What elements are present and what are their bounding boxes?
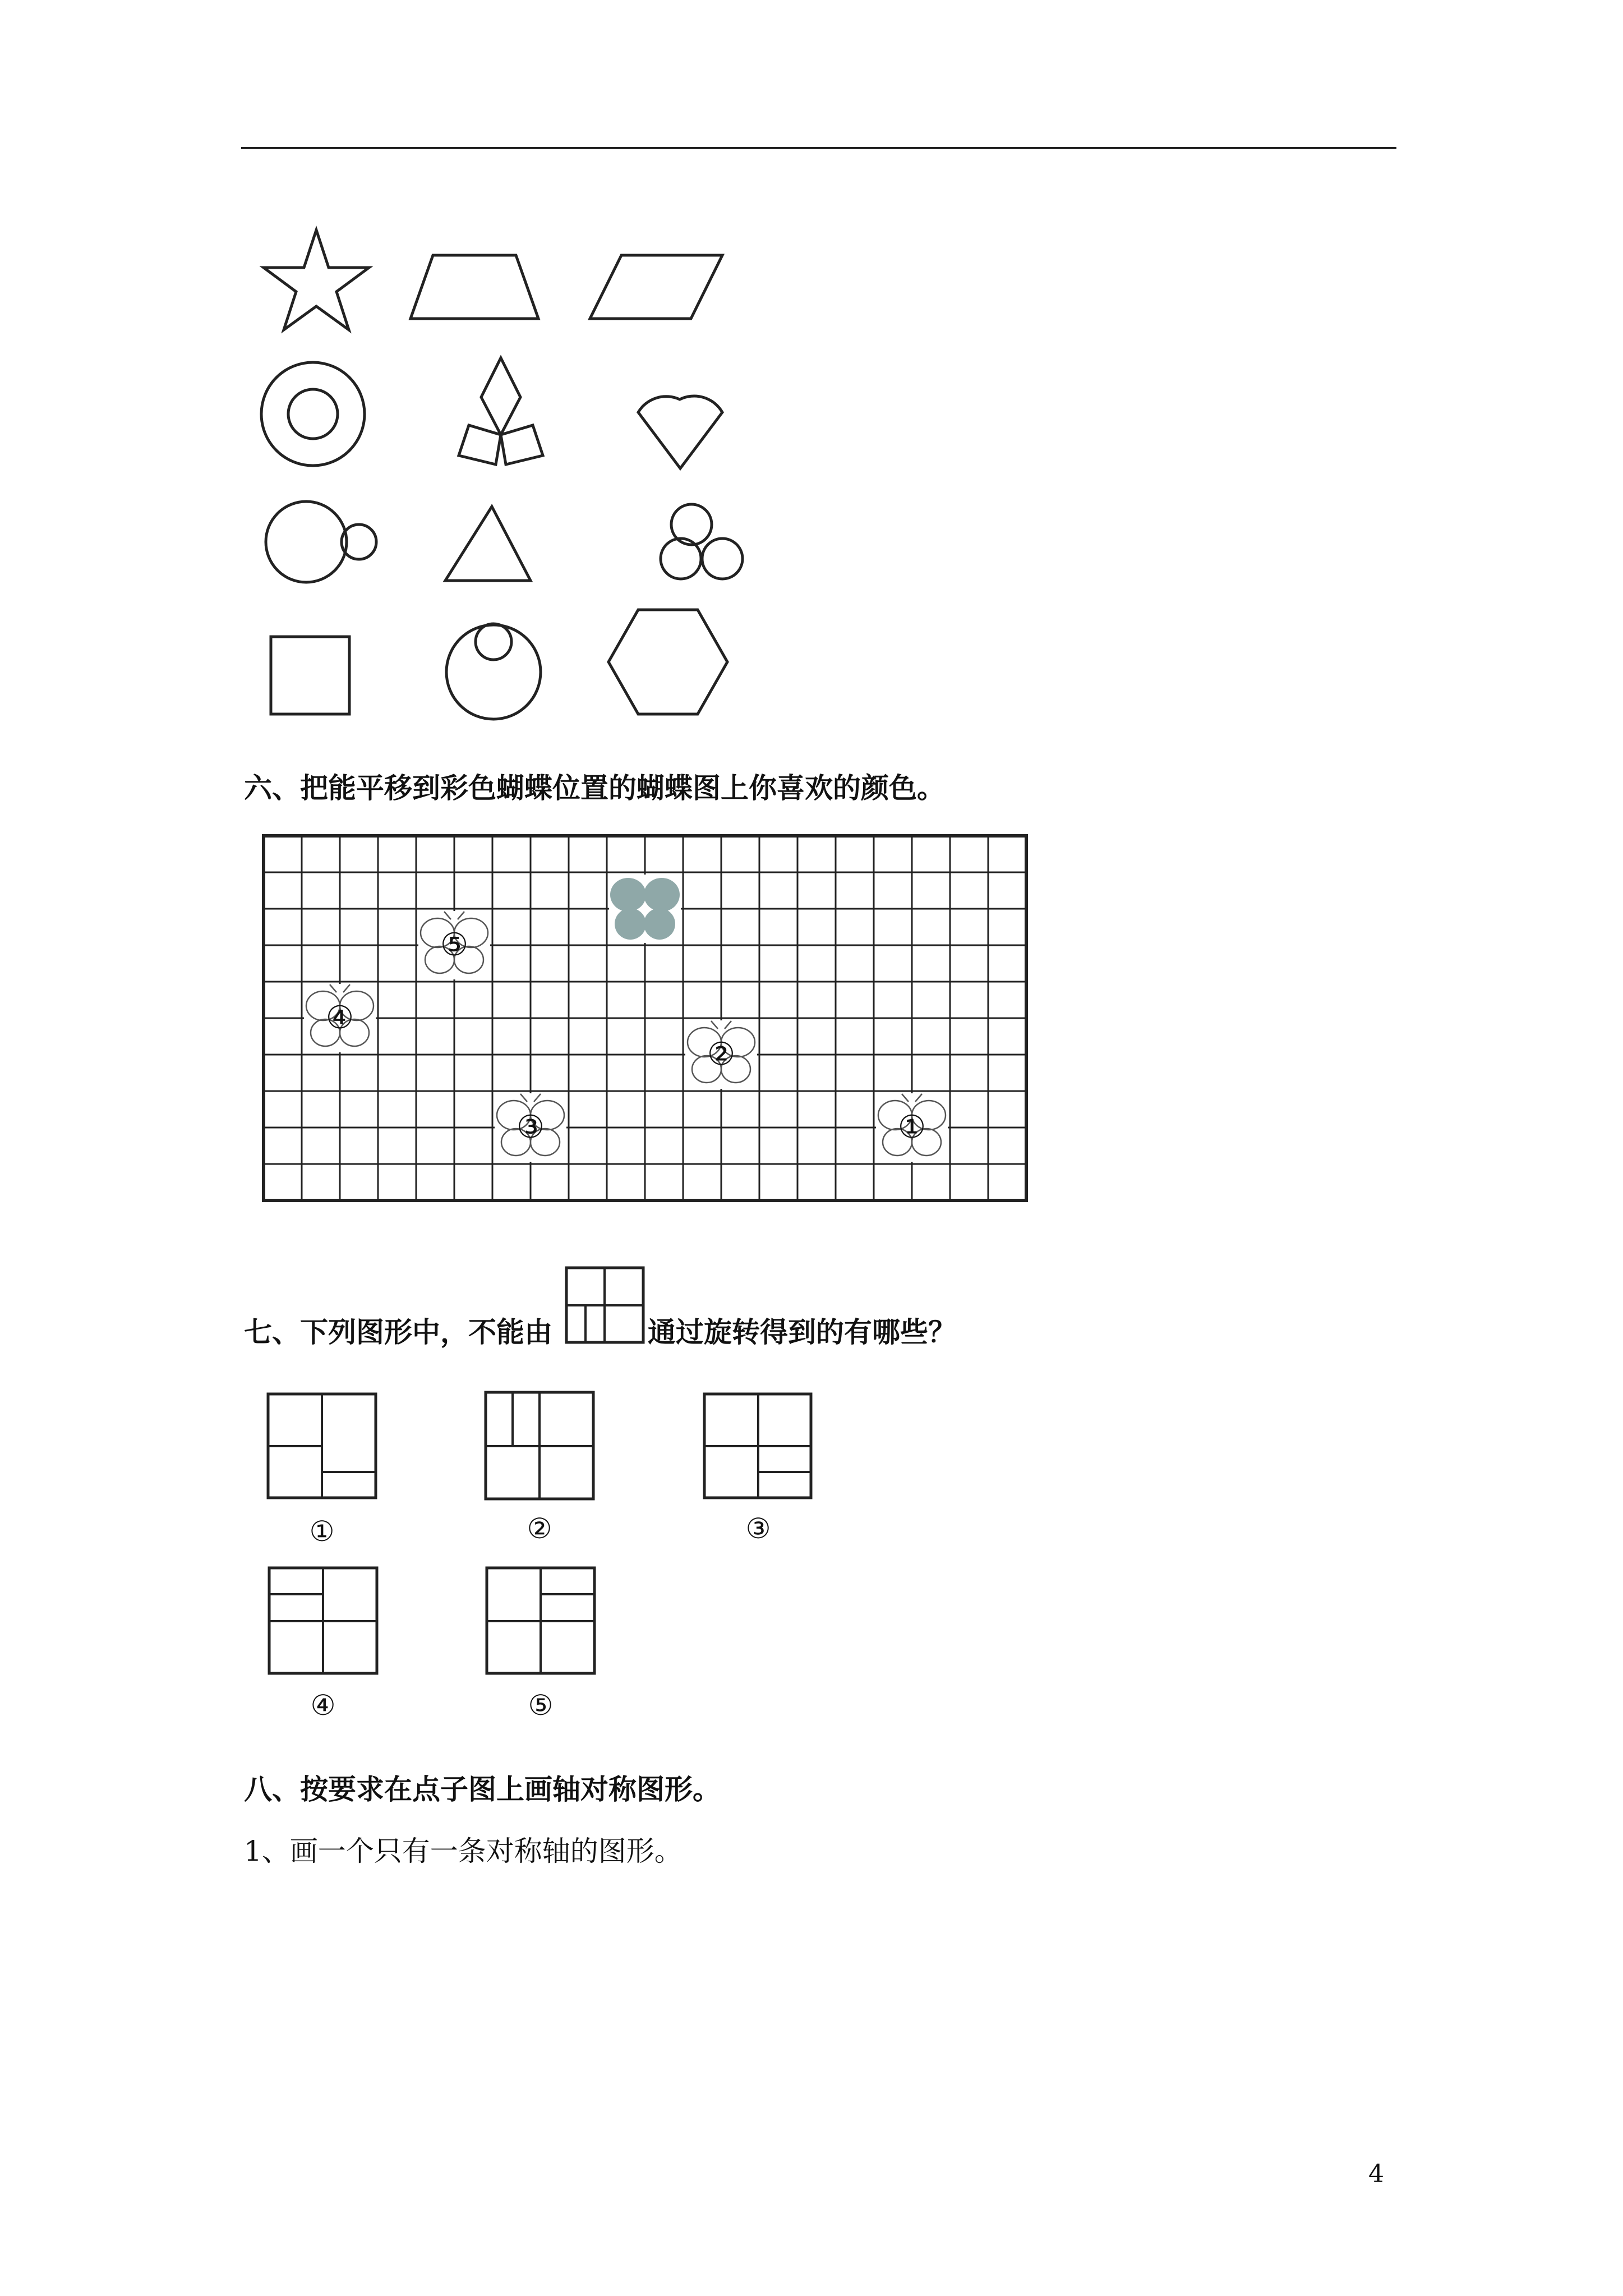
option-4-label: ④	[310, 1689, 336, 1722]
butterfly-label: ③	[516, 1109, 545, 1145]
option-3-label: ③	[745, 1512, 771, 1545]
circle-inner-circle-shape	[446, 624, 541, 719]
option-4-figure	[269, 1568, 377, 1673]
section8-item1: 1、画一个只有一条对称轴的图形。	[244, 1835, 683, 1867]
heart-sector-shape	[638, 396, 722, 468]
square-shape	[271, 637, 349, 714]
target-wing-ul	[610, 878, 646, 912]
reference-figure	[564, 1265, 648, 1349]
option-2-figure	[486, 1392, 593, 1499]
butterfly-grid	[0, 830, 1623, 1257]
triangle-shape	[445, 507, 531, 581]
option-2-label: ②	[527, 1512, 552, 1545]
section8-title: 八、按要求在点子图上画轴对称图形。	[244, 1773, 721, 1806]
option-1-label: ①	[309, 1515, 335, 1548]
star-shape	[264, 230, 369, 330]
option-5-label: ⑤	[528, 1689, 554, 1722]
hexagon-shape	[608, 610, 727, 714]
target-wing-lr	[644, 908, 675, 940]
shapes-figure	[0, 0, 1623, 729]
butterfly-label: ⑤	[440, 927, 469, 963]
section6-title: 六、把能平移到彩色蝴蝶位置的蝴蝶图上你喜欢的颜色。	[244, 771, 945, 804]
butterfly-label: ④	[325, 1000, 354, 1036]
option-figures	[0, 1380, 1623, 1722]
trapezoid-shape	[411, 255, 538, 319]
option-5-figure	[487, 1568, 594, 1673]
option-1-figure	[268, 1394, 376, 1498]
option-3-figure	[704, 1394, 811, 1498]
page-number: 4	[1368, 2160, 1384, 2188]
parallelogram-shape	[590, 255, 722, 319]
section7-title-after: 通过旋转得到的有哪些？	[648, 1315, 956, 1349]
target-wing-ur	[644, 878, 680, 912]
target-wing-ll	[615, 908, 646, 940]
concentric-circles-shape	[261, 362, 365, 466]
two-circles-shape	[266, 501, 376, 582]
section7-title-before: 七、下列图形中，不能由	[244, 1315, 552, 1349]
three-circles-shape	[661, 504, 743, 579]
butterfly-label: ②	[707, 1036, 736, 1073]
three-rhombus-shape	[459, 358, 543, 464]
butterfly-label: ①	[897, 1109, 926, 1145]
